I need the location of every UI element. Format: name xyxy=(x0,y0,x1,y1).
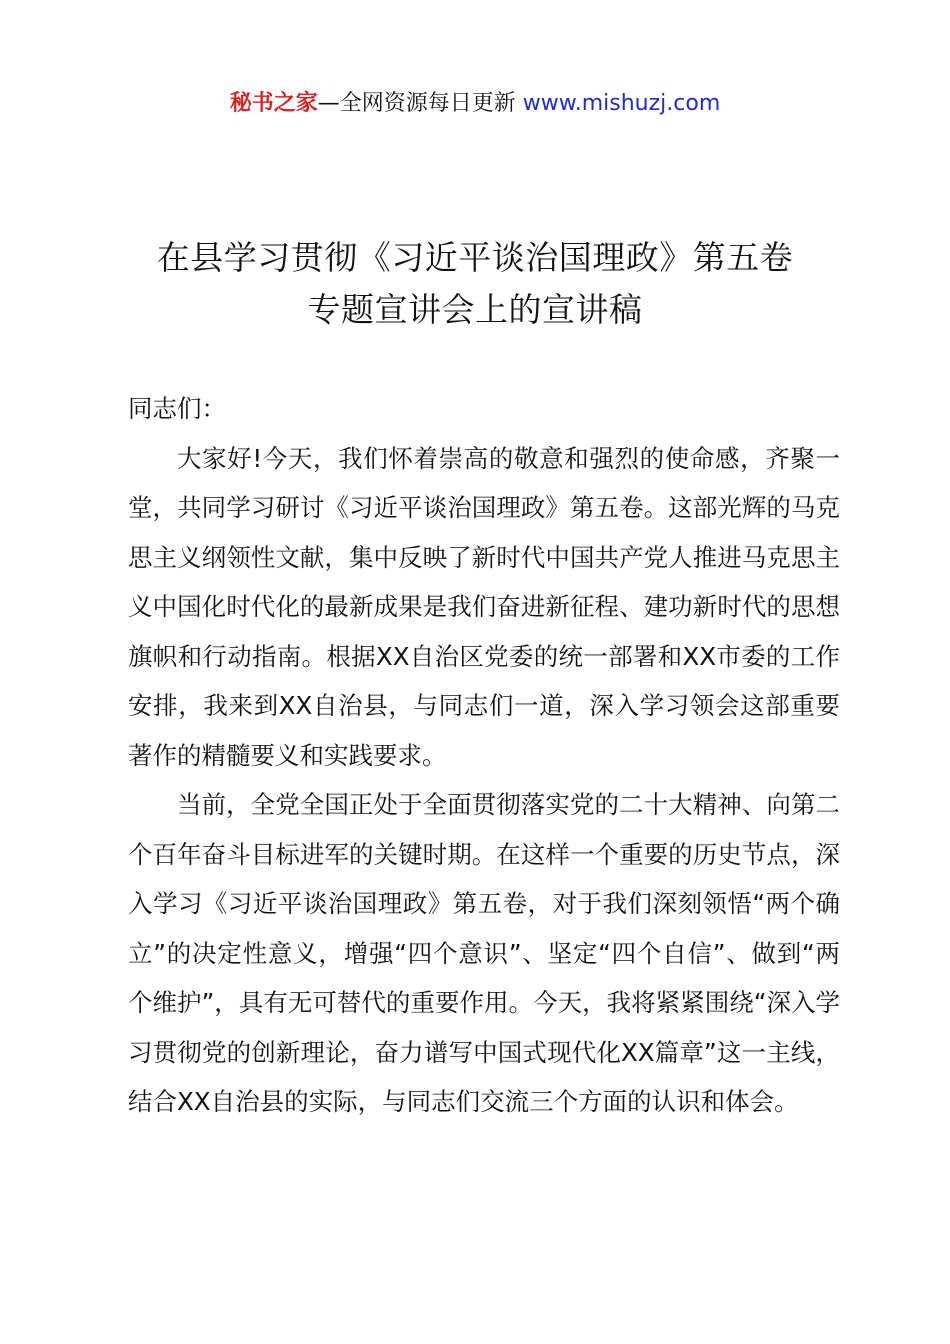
site-tagline: —全网资源每日更新 xyxy=(317,91,516,116)
body-paragraph-2: 当前，全党全国正处于全面贯彻落实党的二十大精神、向第二个百年奋斗目标进军的关键时期。在这样一个重要的历史节点，深入学习《习近平谈治国理政》第五卷，对于我们深刻领悟“两个确立”的决定性意义，增强“四个意识”、坚定“四个自信”、做到“两个维护”，具有无可替代的重要作用。今天，我将紧紧围绕“深入学习贯彻党的创新理论，奋力谱写中国式现代化XX篇章”这一主线，结合XX自治县的实际，与同志们交流三个方面的认识和体会。 xyxy=(128,790,840,1116)
brand-name: 秘书之家 xyxy=(229,91,318,116)
site-header xyxy=(0,88,950,120)
body-paragraph-1: 大家好!今天，我们怀着崇高的敬意和强烈的使命感，齐聚一堂，共同学习研讨《习近平谈治国理政》第五卷。这部光辉的马克思主义纲领性文献，集中反映了新时代中国共产党人推进马克思主义中国化时代化的最新成果是我们奋进新征程、建功新时代的思想旗帜和行动指南。根据XX自治区党委的统一部署和XX市委的工作安排，我来到XX自治县，与同志们一道，深入学习领会这部重要著作的精髓要义和实践要求。 xyxy=(128,443,840,770)
salutation: 同志们： xyxy=(128,394,226,423)
document-title-line-2: 专题宣讲会上的宣讲稿 xyxy=(307,290,643,329)
site-url[interactable]: www.mishuzj.com xyxy=(522,91,721,116)
document-title-line-1: 在县学习贯彻《习近平谈治国理政》第五卷 xyxy=(156,238,794,277)
document-body xyxy=(128,384,840,1127)
